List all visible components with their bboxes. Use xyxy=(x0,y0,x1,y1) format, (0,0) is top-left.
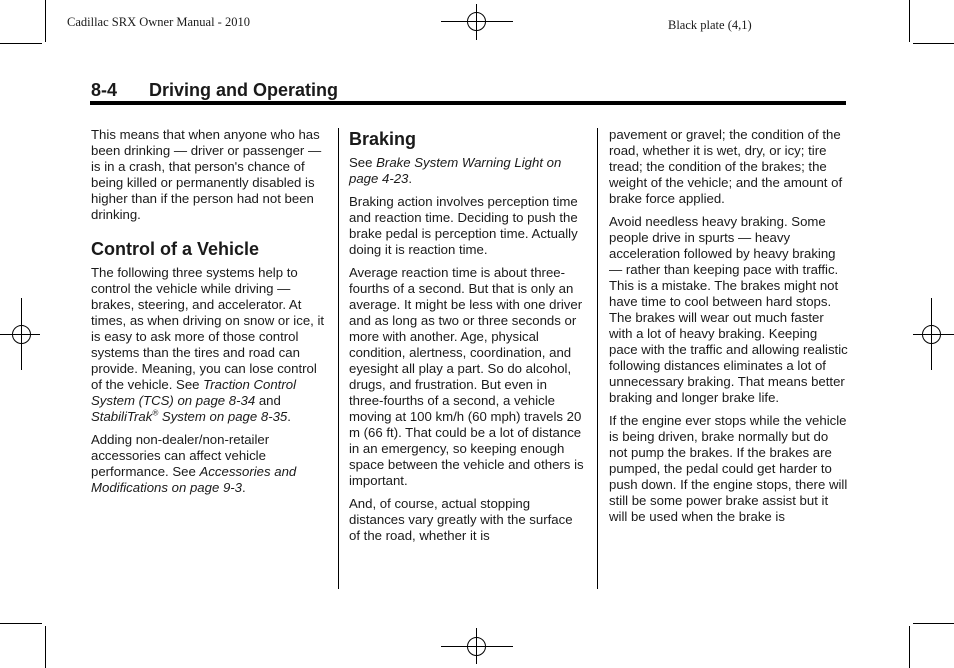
brake-warning-link[interactable]: Brake System Warning Light on page 4-23 xyxy=(349,155,562,186)
control-text: The following three systems help to control the vehicle while driving — brakes, steering, and accelerator. At times, as when driving on snow or ice, it is easy to ask more of those control systems than the tires and road can provide. Meaning, you can lose control of the vehicle. See xyxy=(91,265,325,392)
crop-mark-top-left-h xyxy=(0,43,42,44)
braking-paragraph-6: If the engine ever stops while the vehicle is being driven, brake normally but do not pump the brakes. If the brakes are pumped, the pedal could get harder to push down. If the engine stops, there will still be some power brake assist but it will be used when the brake is xyxy=(609,413,848,524)
column-1 xyxy=(91,127,331,503)
column-divider-1 xyxy=(338,128,339,589)
stabilitrak-page: System on page 8-35 xyxy=(158,409,288,424)
accessories-link[interactable]: Accessories and Modifications on page 9-3 xyxy=(91,464,297,495)
accessories-paragraph xyxy=(91,432,331,496)
braking-paragraph-3: And, of course, actual stopping distances vary greatly with the surface of the road, whether it is xyxy=(349,496,573,543)
column-divider-2 xyxy=(597,128,598,589)
braking-paragraph-2: Average reaction time is about three-fourths of a second. But that is only an average. It might be less with one driver and as long as two or three seconds or more with another. Age, physical condition, alertness, coordination, and eyesight all play a part. So do alcohol, drugs, and frustration. But even in three-fourths of a second, a vehicle moving at 100 km/h (60 mph) travels 20 m (66 ft). That could be a lot of distance in an emergency, so keeping enough space between the vehicle and others is important. xyxy=(349,265,584,488)
section-title: Driving and Operating xyxy=(149,80,339,100)
period: . xyxy=(242,480,246,495)
intro-paragraph: This means that when anyone who has been drinking — driver or passenger — is in a crash, that person's chance of being killed or permanently disabled is higher than if the person had not been drinking. xyxy=(91,127,322,222)
heading-braking: Braking xyxy=(349,129,417,149)
heading-control-of-vehicle: Control of a Vehicle xyxy=(91,239,260,259)
tcs-link[interactable]: Traction Control System (TCS) on page 8-34 xyxy=(91,377,297,408)
period: . xyxy=(408,171,413,186)
crop-mark-bottom-left-h xyxy=(0,623,42,624)
stabilitrak-link[interactable] xyxy=(91,409,287,424)
see-paragraph xyxy=(349,155,585,187)
plate-label: Black plate (4,1) xyxy=(668,18,752,32)
section-rule xyxy=(90,101,846,105)
column-2 xyxy=(349,127,585,551)
crop-mark-top-left-v xyxy=(45,0,46,42)
column-3 xyxy=(609,127,849,532)
period: . xyxy=(287,409,291,424)
braking-paragraph-4: pavement or gravel; the condition of the road, whether it is wet, dry, or icy; tire tread; the condition of the brakes; the weight of the vehicle; and the amount of brake force applied. xyxy=(609,127,843,206)
control-paragraph xyxy=(91,265,331,425)
registered-mark: ® xyxy=(152,408,159,418)
manual-title: Cadillac SRX Owner Manual - 2010 xyxy=(67,15,250,29)
braking-paragraph-1: Braking action involves perception time and reaction time. Deciding to push the brake pedal is perception time. Actually doing it is reaction time. xyxy=(349,194,578,257)
and-text: and xyxy=(255,393,281,408)
see-text: See xyxy=(349,155,377,170)
crop-mark-bottom-right-h xyxy=(913,623,954,624)
stabilitrak-name: StabiliTrak xyxy=(91,409,153,424)
crop-mark-top-right-v xyxy=(909,0,910,42)
accessories-text: Adding non-dealer/non-retailer accessories can affect vehicle performance. See xyxy=(91,432,270,479)
braking-paragraph-5: Avoid needless heavy braking. Some people drive in spurts — heavy acceleration followed by heavy braking — rather than keeping pace with traffic. This is a mistake. The brakes might not have time to cool between hard stops. The brakes will wear out much faster with a lot of heavy braking. Keeping pace with the traffic and allowing realistic following distances eliminates a lot of unnecessary braking. That means better braking and longer brake life. xyxy=(609,214,848,405)
section-number: 8-4 xyxy=(91,80,118,100)
crop-mark-top-right-h xyxy=(913,43,954,44)
crop-mark-bottom-right-v xyxy=(909,626,910,668)
crop-mark-bottom-left-v xyxy=(45,626,46,668)
